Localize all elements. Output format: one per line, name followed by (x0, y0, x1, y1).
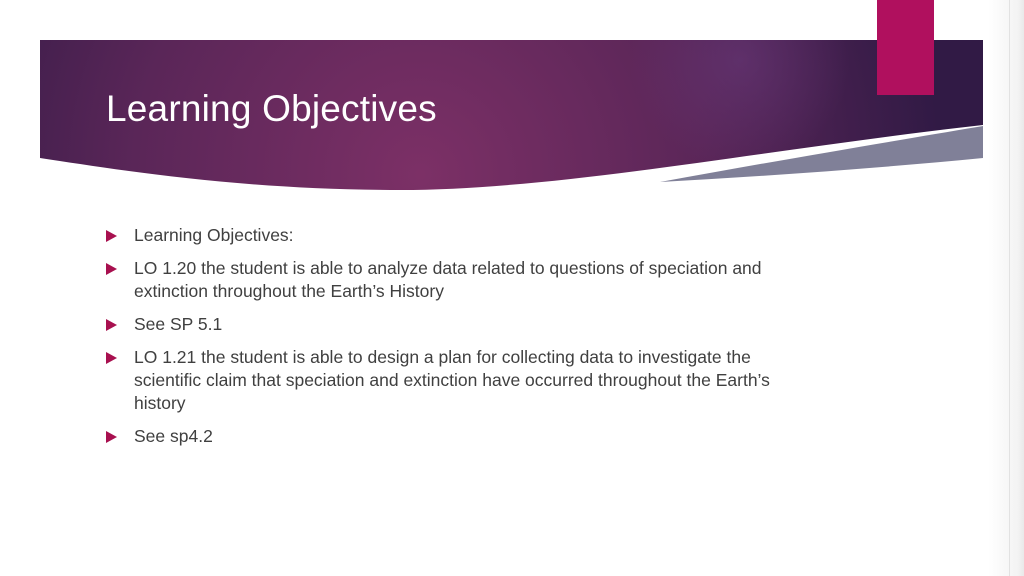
triangle-right-icon (106, 431, 117, 443)
bullet-item (104, 313, 784, 336)
triangle-right-icon (106, 352, 117, 364)
bullet-text: Learning Objectives: (134, 225, 294, 245)
slide-title: Learning Objectives (106, 88, 437, 129)
bullet-text: See sp4.2 (134, 426, 213, 446)
triangle-right-icon (106, 263, 117, 275)
bullet-item (104, 257, 784, 303)
bullet-list (104, 224, 784, 458)
bullet-item (104, 425, 784, 448)
triangle-right-icon (106, 319, 117, 331)
bullet-item (104, 224, 784, 247)
accent-tab (877, 0, 934, 95)
triangle-right-icon (106, 230, 117, 242)
bullet-item (104, 346, 784, 415)
bullet-text: LO 1.20 the student is able to analyze data related to questions of speciation and extinction throughout the Earth’s History (134, 258, 762, 301)
bullet-text: See SP 5.1 (134, 314, 223, 334)
bullet-text: LO 1.21 the student is able to design a plan for collecting data to investigate the scientific claim that speciation and extinction have occurred throughout the Earth’s history (134, 347, 770, 413)
